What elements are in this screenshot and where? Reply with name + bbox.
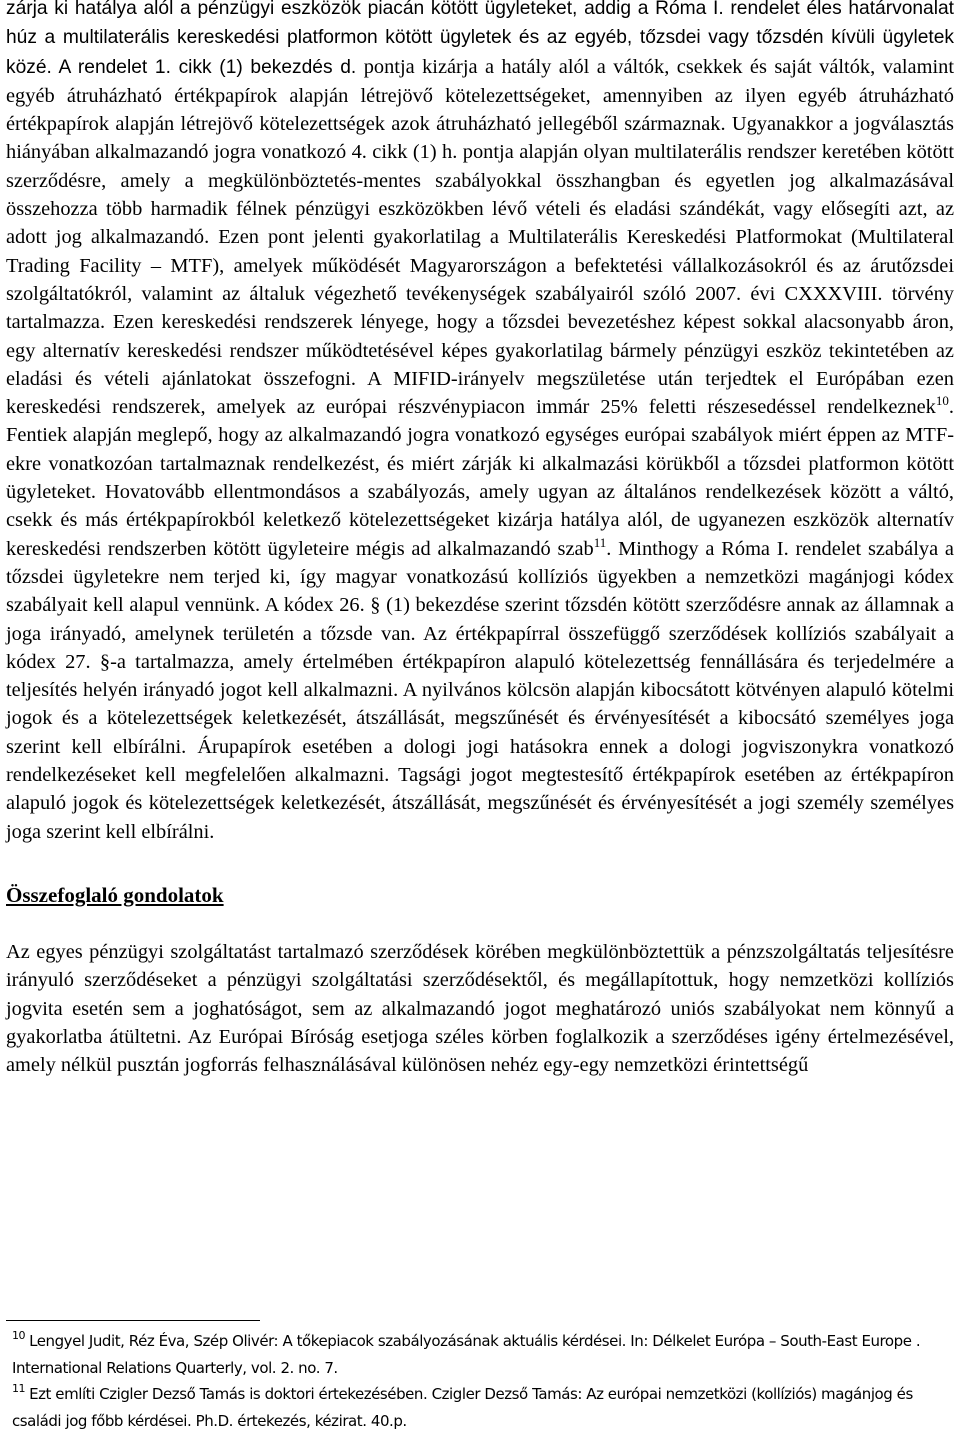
footnotes-area xyxy=(6,1328,954,1434)
paragraph-1-sans-segment: zárja ki hatálya alól a pénzügyi eszközök piacán kötött ügyleteket, addig a Róma I. rendelet éles határvonalat húz a multilaterális kereskedési platformon kötött ügyletek és az egyéb, tőzsdei vagy tőzsdén kívüli ügyletek közé. A rendelet 1. cikk (1) bekezdés d. xyxy=(6,0,954,78)
document-page xyxy=(6,0,954,1079)
footnote-number: 10 xyxy=(12,1329,26,1342)
footnote-number: 11 xyxy=(12,1382,26,1395)
paragraph-1-segment-3: . Fentiek alapján meglepő, hogy az alkalmazandó jogra vonatkozó egységes európai szabályok miért éppen az MTF-ekre vonatkozóan tartalmaznak rendelkezést, és miért zárják ki alkalmazási körükből a tőzsdei platformon kötött ügyleteket. Hovatovább ellentmondásos a szabályozás, amely ugyan az általános rendelkezések között a váltó, csekk és más értékpapírokból keletkező kötelezettségeket kizárja hatálya alól, de ugyanezen eszközök alternatív kereskedési rendszerben kötött ügyleteire mégis ad alkalmazandó szab xyxy=(6,396,954,560)
footnote-text: Ezt említi Czigler Dezső Tamás is doktori értekezésében. Czigler Dezső Tamás: Az európai nemzetközi (kollíziós) magánjog és családi jog főbb kérdései. Ph.D. értekezés, kézirat. 40.p. xyxy=(12,1385,913,1430)
footnote-reference-11[interactable]: 11 xyxy=(593,534,607,550)
footnote-reference-10[interactable]: 10 xyxy=(935,393,949,409)
footnote-11 xyxy=(6,1381,954,1434)
paragraph-1-segment-2: pontja kizárja a hatály alól a váltók, csekkek és saját váltók, valamint egyéb átruházható értékpapírok alapján létrejövő kötelezettségeket, amennyiben az ilyen egyéb átruházható értékpapírok alapján létrejövő kötelezettségek azok átruházható jellegéből származnak. Ugyanakkor a jogválasztás hiányában alkalmazandó jogra vonatkozó 4. cikk (1) h. pontja alapján olyan multilaterális rendszer keretében kötött szerződésre, amely a megkülönböztetés-mentes szabályokkal összhangban és egyetlen jog alkalmazásával összehozza több harmadik félnek pénzügyi eszközökben lévő vételi és eladási szándékát, vagy elősegíti azt, az adott jog alkalmazandó. Ezen pont jelenti gyakorlatilag a Multilaterális Kereskedési Platformokat (Multilateral Trading Facility – MTF), amelyek működését Magyarországon a befektetési vállalkozásokról és az árutőzsdei szolgáltatókról, valamint az általuk végezhető tevékenységek szabályairól szóló 2007. évi CXXXVIII. törvény tartalmazza. Ezen kereskedési rendszerek lényege, hogy a tőzsdei bevezetéshez képest sokkal alacsonyabb áron, egy alternatív kereskedési rendszer működtetésével képes gyakorlatilag bármely pénzügyi eszköz tekintetében az eladási és vételi ajánlatokat összefogni. A MIFID-irányelv megszületése után terjedtek el Európában ezen kereskedési rendszerek, amelyek az európai részvénypiacon immár 25% feletti részesedéssel rendelkeznek xyxy=(6,55,954,419)
footnote-separator xyxy=(6,1320,260,1321)
paragraph-1-segment-4: . Minthogy a Róma I. rendelet szabálya a tőzsdei ügyletekre nem terjed ki, így magyar vonatkozású kollíziós ügyekben a nemzetközi magánjogi kódex szabályait kell alapul vennünk. A kódex 26. § (1) bekezdése szerint tőzsdén kötött szerződésre annak az államnak a joga irányadó, amelynek területén a tőzsde van. Az értékpapírral összefüggő szerződések kollíziós szabályait a kódex 27. §-a tartalmazza, amely értelmében értékpapíron alapuló kötelezettség fennállására és terjedelmére a teljesítés helyén irányadó jogot kell alkalmazni. A nyilvános kölcsön alapján kibocsátott kötvényen alapuló kötelmi jogok és a kötelezettségek keletkezését, átszállását, megszűnését és érvényesítését a kibocsátó személyes joga szerint kell elbírálni. Árupapírok esetében a dologi jogi hatásokra ennek a dologi jogviszonykra vonatkozó rendelkezéseket kell megfelelően alkalmazni. Tagsági jogot megtestesítő értékpapírok esetében az értékpapíron alapuló jogok és kötelezettségek keletkezését, átszállását, megszűnését és érvényesítését a jogi személy személyes joga szerint kell elbírálni. xyxy=(6,537,954,843)
body-paragraph-1 xyxy=(6,0,954,846)
section-heading: Összefoglaló gondolatok xyxy=(6,882,224,907)
footnote-text: Lengyel Judit, Réz Éva, Szép Olivér: A tőkepiacok szabályozásának aktuális kérdései. In: Délkelet Európa – South-East Europe . International Relations Quarterly, vol. 2. no. 7. xyxy=(12,1332,921,1377)
footnote-10 xyxy=(6,1328,954,1381)
body-paragraph-2: Az egyes pénzügyi szolgáltatást tartalmazó szerződések körében megkülönböztettük a pénzszolgáltatás teljesítésre irányuló szerződéseket a pénzügyi szolgáltatási szerződésektől, és megállapítottuk, hogy nemzetközi kollíziós jogvita esetén sem a joghatóságot, sem az alkalmazandó jogot meghatározó uniós szabályokat nem könnyű a gyakorlatba átültetni. Az Európai Bíróság esetjoga széles körben foglalkozik a szerződéses igény értelmezésével, amely nélkül pusztán jogforrás felhasználásával különösen nehéz egy-egy nemzetközi érintettségű xyxy=(6,940,954,1077)
